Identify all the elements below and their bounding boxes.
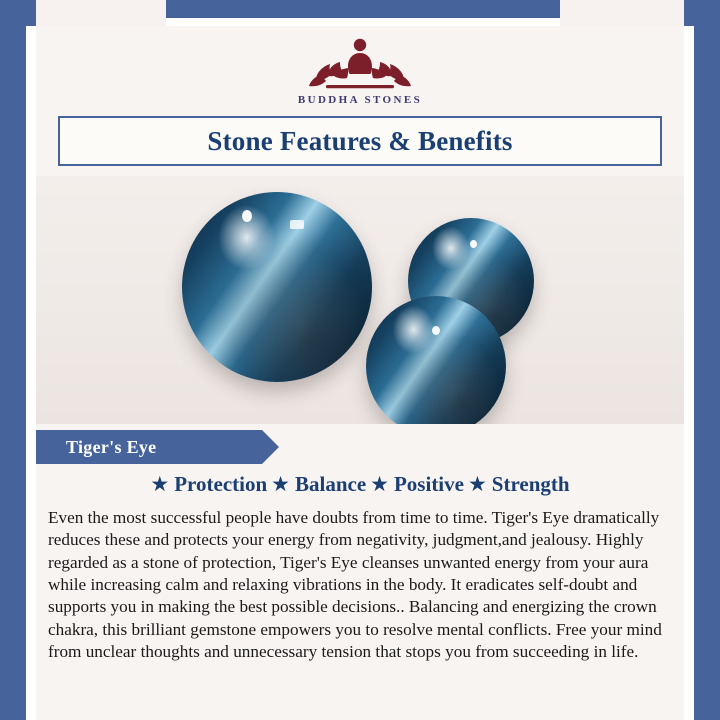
stone-name-tab (36, 430, 262, 464)
benefit-item (150, 472, 267, 497)
frame-notch-top-left (36, 0, 166, 26)
bead-large (182, 192, 372, 382)
benefit-item (370, 472, 464, 497)
stone-name: Tiger's Eye (66, 436, 157, 457)
frame-corner-top-right (684, 0, 720, 26)
hero-image (36, 176, 684, 424)
bead-highlight (432, 326, 440, 335)
star-icon: ★ (467, 473, 487, 496)
frame-left-white-gap (26, 0, 36, 720)
benefit-item (271, 472, 366, 497)
benefit-item (468, 472, 570, 497)
page-title: Stone Features & Benefits (207, 125, 513, 156)
benefit-label: Strength (491, 472, 570, 496)
star-icon: ★ (370, 473, 389, 496)
star-icon: ★ (271, 473, 290, 496)
bead-small (366, 296, 506, 424)
lotus-meditation-icon (286, 30, 434, 92)
star-icon: ★ (150, 473, 170, 496)
benefit-label: Protection (174, 472, 268, 496)
stone-description: Even the most successful people have doubts from time to time. Tiger's Eye dramatically reduces these and protects your energy from negativity, judgment,and jealousy. Highly regarded as a stone of protection, Tiger's Eye cleanses unwanted energy from your aura while increasing calm and relaxing vibrations in the body. It eradicates self-doubt and supports you in making the best possible decisions.. Balancing and energizing the crown chakra, this brilliant gemstone empowers you to resolve mental conflicts. Free your mind from unclear thoughts and unnecessary tension that stops you from succeeding in life. (48, 508, 662, 662)
content-panel (36, 26, 684, 720)
frame-left-bar (0, 0, 26, 720)
frame-corner-top-left (0, 0, 36, 26)
benefit-label: Positive (393, 472, 464, 496)
benefit-label: Balance (294, 472, 367, 496)
brand-block (36, 26, 684, 106)
brand-name: BUDDHA STONES (297, 94, 423, 106)
frame-right-bar (694, 0, 720, 720)
bead-highlight (290, 220, 304, 229)
bead-highlight (470, 240, 477, 248)
benefits-row (36, 472, 684, 497)
frame-right-white-gap (684, 0, 694, 720)
title-banner (58, 116, 662, 166)
bead-highlight (242, 210, 252, 222)
